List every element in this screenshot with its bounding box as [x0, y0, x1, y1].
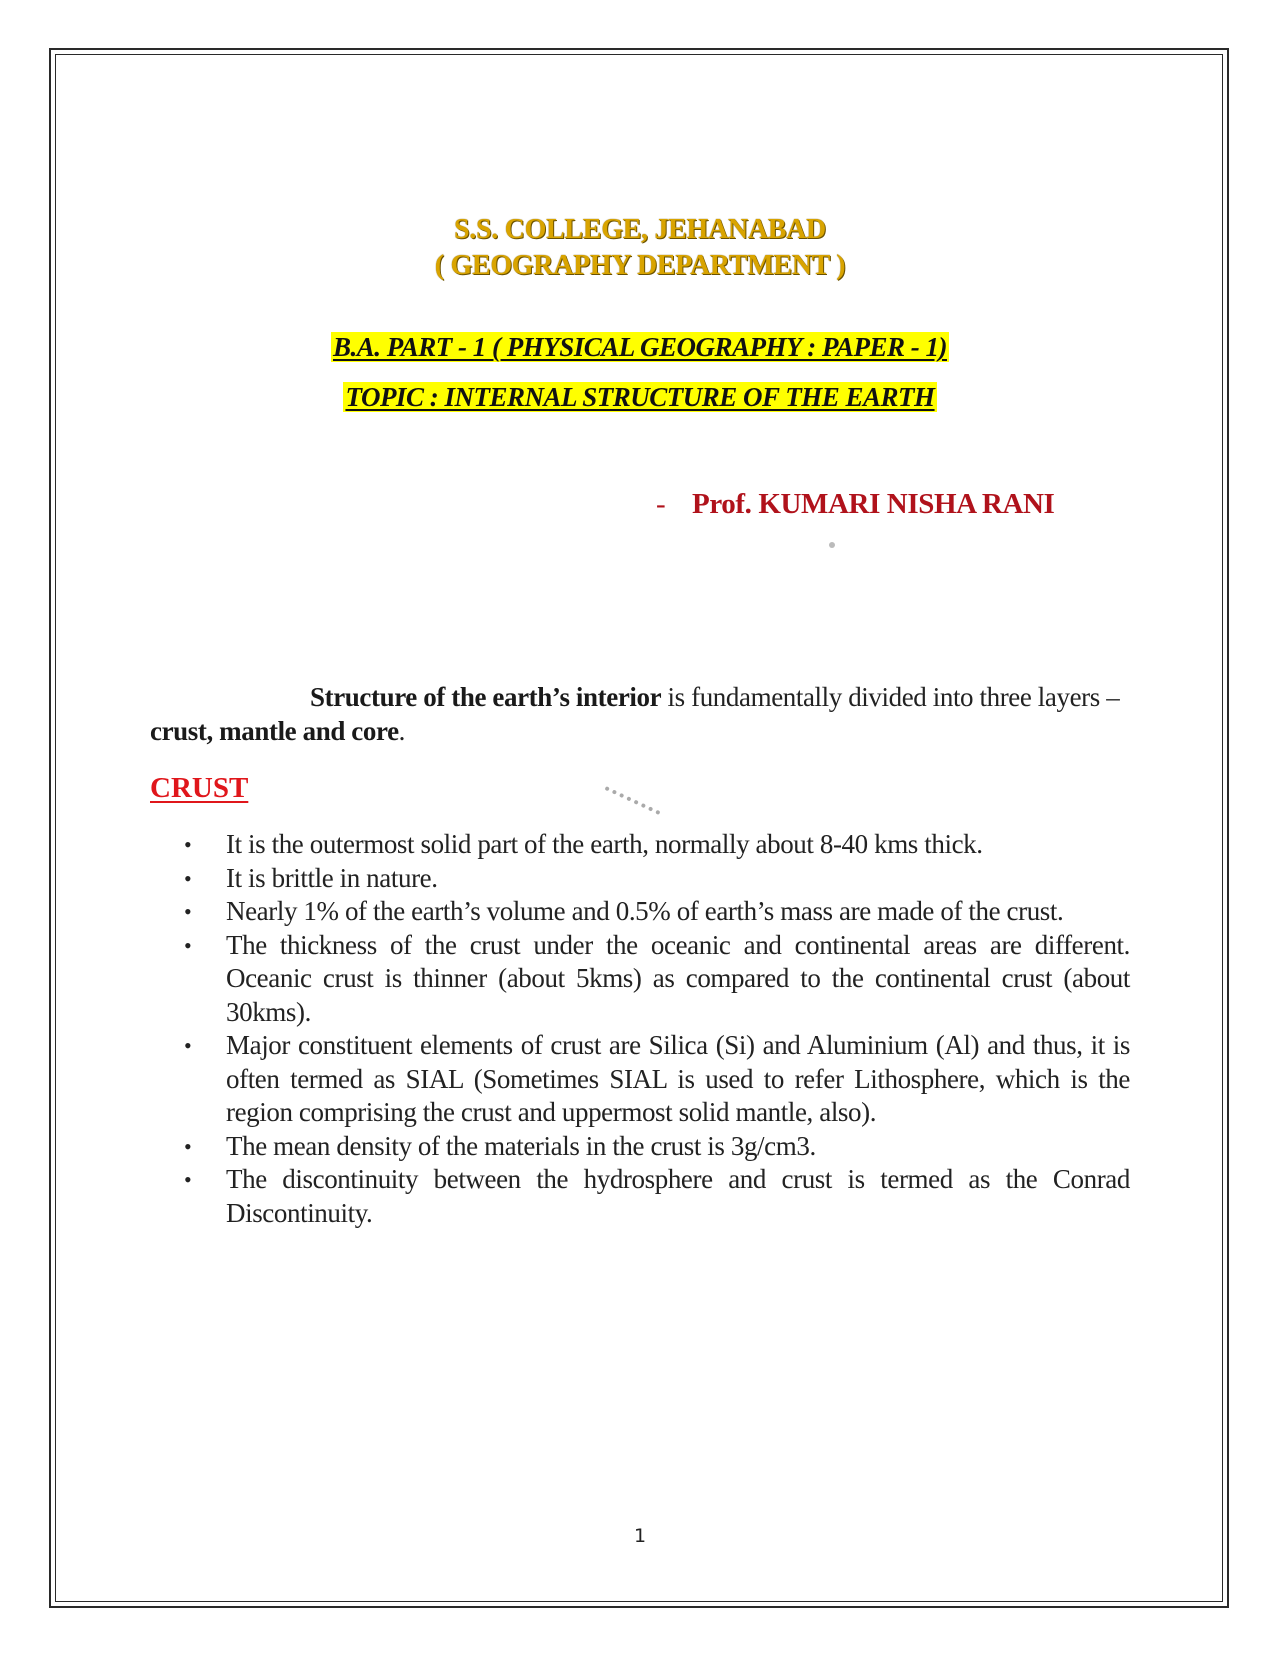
author-dash: -	[656, 488, 666, 520]
crust-bullet-list	[180, 828, 1130, 1230]
college-header	[0, 212, 1280, 284]
list-item: • Nearly 1% of the earth’s volume and 0.5% of earth’s mass are made of the crust.	[180, 895, 1130, 929]
list-item: • The discontinuity between the hydrosphere and crust is termed as the Conrad Discontinuity.	[180, 1163, 1130, 1230]
intro-paragraph	[150, 680, 1130, 748]
topic-title: TOPIC : INTERNAL STRUCTURE OF THE EARTH	[345, 382, 935, 412]
intro-bold-lead: Structure of the earth’s interior	[310, 682, 662, 712]
course-paper-line	[0, 332, 1280, 363]
list-item: • The mean density of the materials in the crust is 3g/cm3.	[180, 1130, 1130, 1164]
scan-speck	[829, 542, 835, 548]
author-name: Prof. KUMARI NISHA RANI	[692, 488, 1055, 520]
course-paper: B.A. PART - 1 ( PHYSICAL GEOGRAPHY : PAPER - 1)	[332, 332, 947, 362]
intro-bold-layers: crust, mantle and core	[150, 716, 399, 746]
list-item: • It is brittle in nature.	[180, 862, 1130, 896]
intro-text: is fundamentally divided into three layers –	[661, 682, 1120, 712]
college-name: S.S. COLLEGE, JEHANABAD	[454, 214, 826, 245]
author-line	[656, 488, 1055, 521]
list-item: • Major constituent elements of crust are Silica (Si) and Aluminium (Al) and thus, it is often termed as SIAL (Sometimes SIAL is used to refer Lithosphere, which is the region comprising the crust and uppermost solid mantle, also).	[180, 1029, 1130, 1130]
section-heading-crust: CRUST	[150, 772, 249, 804]
topic-line	[0, 382, 1280, 413]
department-name: ( GEOGRAPHY DEPARTMENT )	[434, 250, 846, 281]
list-item: • It is the outermost solid part of the earth, normally about 8-40 kms thick.	[180, 828, 1130, 862]
page-number: 1	[633, 1525, 647, 1547]
intro-end: .	[398, 716, 406, 746]
list-item: • The thickness of the crust under the oceanic and continental areas are different. Oceanic crust is thinner (about 5kms) as compared to the continental crust (about 30kms).	[180, 929, 1130, 1030]
